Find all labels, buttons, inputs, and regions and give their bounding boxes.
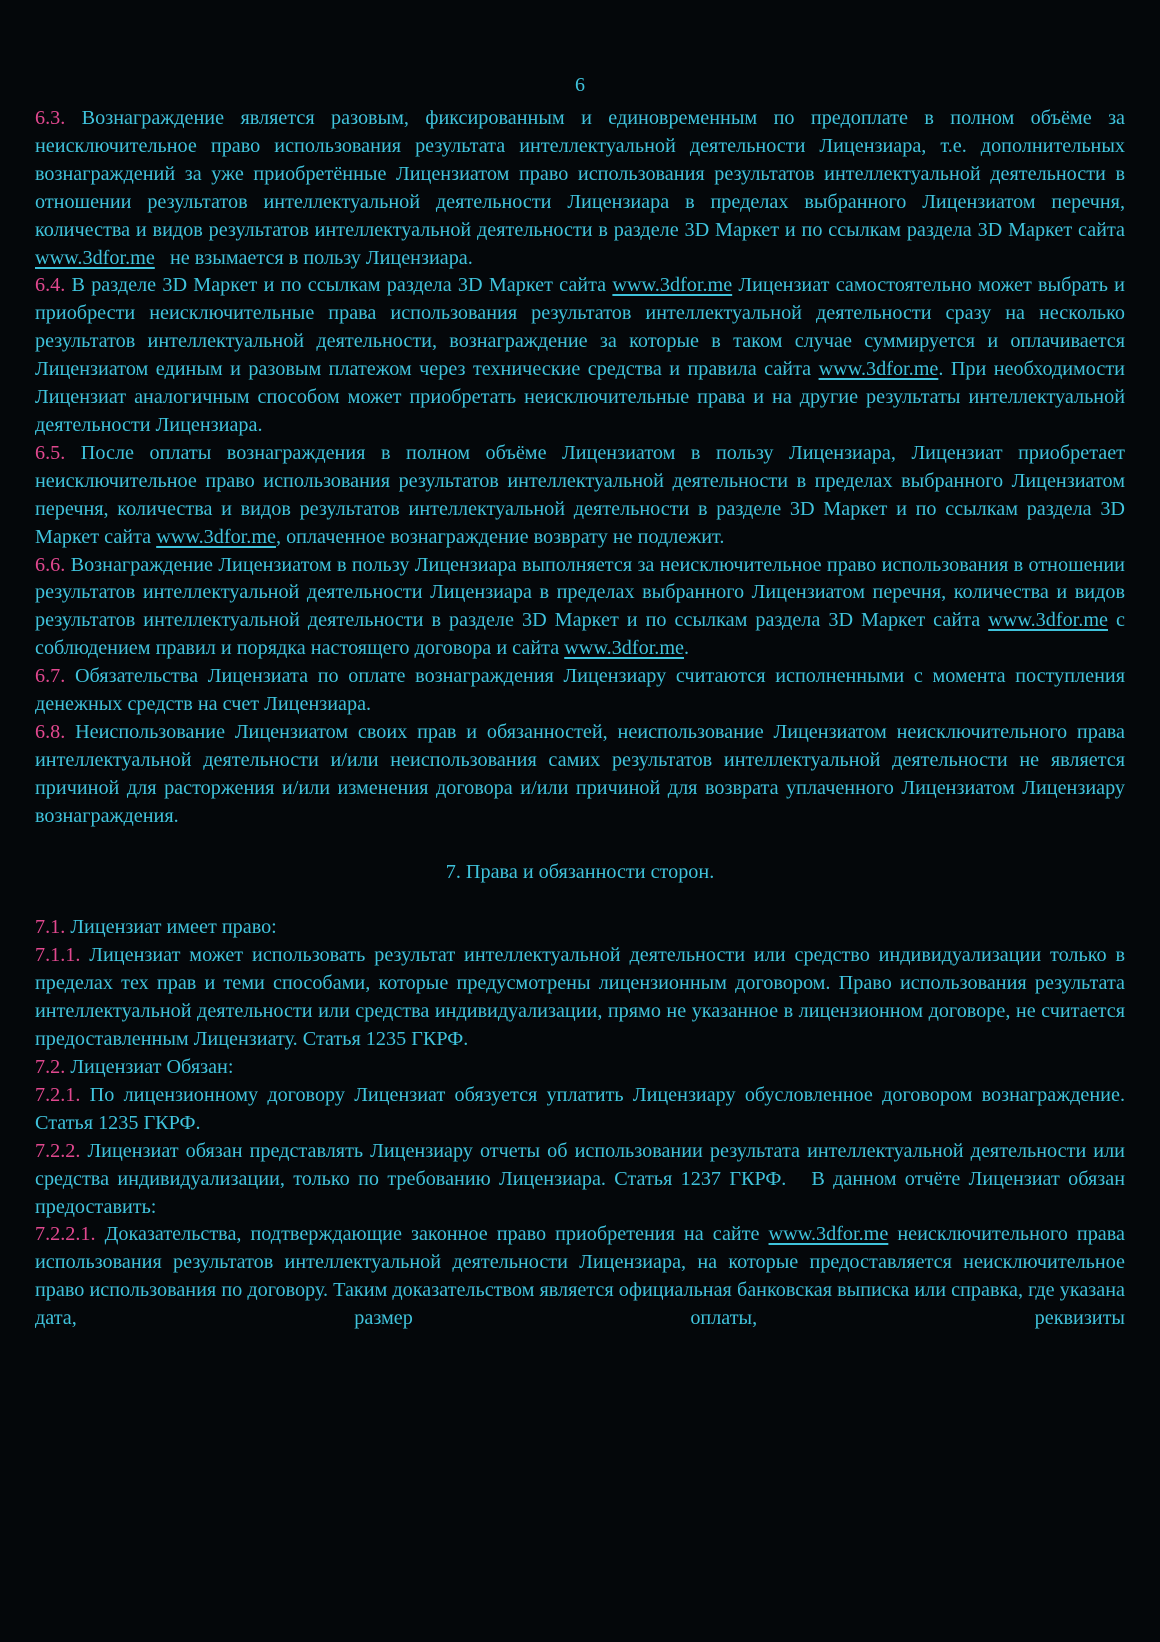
site-link[interactable]: www.3dfor.me xyxy=(35,246,155,269)
clause-number: 7.2. xyxy=(35,1056,66,1078)
site-link[interactable]: www.3dfor.me xyxy=(768,1223,889,1246)
clause-6-5 xyxy=(35,440,1125,552)
clause-number: 6.6. xyxy=(35,553,66,576)
clause-6-6 xyxy=(35,552,1125,664)
clause-text: Лицензиат может использовать результат интеллектуальной деятельности или средство индивидуализации только в пределах тех прав и теми способами, которые предусмотрены лицензионным договором. Право использования результата интеллектуальной деятельности или средства индивидуализации, прямо не указанное в лицензионном договоре, не считается предоставленным Лицензиату. Статья 1235 ГКРФ. xyxy=(35,944,1125,1051)
clause-number: 7.1. xyxy=(35,916,66,939)
site-link[interactable]: www.3dfor.me xyxy=(612,274,733,297)
clause-text: не взымается в пользу Лицензиара. xyxy=(154,246,473,269)
site-link[interactable]: www.3dfor.me xyxy=(988,609,1108,632)
clause-6-3 xyxy=(35,105,1125,272)
clause-7-1 xyxy=(35,914,1125,942)
clause-text: Обязательства Лицензиата по оплате вознаграждения Лицензиару считаются исполненными с момента поступления денежных средств на счет Лицензиара. xyxy=(35,665,1125,716)
clause-number: 6.8. xyxy=(35,720,66,743)
clause-number: 6.7. xyxy=(35,665,66,688)
clause-text: Лицензиат имеет право: xyxy=(65,916,277,939)
clause-text: Лицензиат Обязан: xyxy=(65,1056,234,1078)
clause-text: . xyxy=(684,637,690,660)
clause-7-1-1 xyxy=(35,942,1125,1054)
clause-text: Лицензиат обязан представлять Лицензиару отчеты об использовании результата интеллектуальной деятельности или средства индивидуализации, только по требованию Лицензиара. Статья 1237 ГКРФ. В данном отчёте Лицензиат обязан предоставить: xyxy=(35,1139,1131,1218)
clause-text: неисключительного права использования результатов интеллектуальной деятельности Лицензиара, на которые предоставляется неисключительное право использования по договору. Таким доказательством является официальная банковская выписка или справка, где указана дата, размер оплаты, реквизиты xyxy=(35,1223,1125,1330)
clause-7-2 xyxy=(35,1054,1125,1082)
clause-7-2-2-1 xyxy=(35,1221,1125,1333)
clause-text: Вознаграждение Лицензиатом в пользу Лицензиара выполняется за неисключительное право использования в отношении результатов интеллектуальной деятельности Лицензиара в пределах выбранного Лицензиатом перечня, количества и видов результатов интеллектуальной деятельности в разделе 3D Маркет и по ссылкам раздела 3D Маркет сайта xyxy=(35,553,1125,632)
site-link[interactable]: www.3dfor.me xyxy=(818,358,939,381)
clause-text: , оплаченное вознаграждение возврату не подлежит. xyxy=(275,525,725,548)
site-link[interactable]: www.3dfor.me xyxy=(156,525,276,548)
clause-text: с соблюдением правил и порядка настоящего договора и сайта xyxy=(35,609,1125,660)
clause-number: 7.2.1. xyxy=(35,1083,81,1106)
clause-number: 6.3. xyxy=(35,107,66,129)
clause-6-8 xyxy=(35,719,1125,831)
clause-text: Доказательства, подтверждающие законное право приобретения на сайте xyxy=(95,1223,769,1246)
clause-text: Лицензиат самостоятельно может выбрать и приобрести неисключительные права использования результатов интеллектуальной деятельности сразу на несколько результатов интеллектуальной деятельности, вознаграждение за которые в таком случае суммируется и оплачивается Лицензиатом единым и разовым платежом через технические средства и правила сайта xyxy=(35,274,1125,381)
document-page xyxy=(35,68,1131,1333)
clause-number: 7.2.2. xyxy=(35,1139,81,1162)
clause-number: 6.5. xyxy=(35,441,66,464)
clause-text: . При необходимости Лицензиат аналогичным способом может приобретать неисключительные права и на другие результаты интеллектуальной деятельности Лицензиара. xyxy=(35,358,1125,436)
site-link[interactable]: www.3dfor.me xyxy=(564,637,685,660)
clause-text: В разделе 3D Маркет и по ссылкам раздела 3D Маркет сайта xyxy=(65,274,613,297)
clause-text: Вознаграждение является разовым, фиксированным и единовременным по предоплате в полном объёме за неисключительное право использования результата интеллектуальной деятельности Лицензиара, т.е. дополнительных вознаграждений за уже приобретённые Лицензиатом право использования результатов интеллектуальной деятельности в отношении результатов интеллектуальной деятельности Лицензиара в пределах выбранного Лицензиатом перечня, количества и видов результатов интеллектуальной деятельности в разделе 3D Маркет и по ссылкам раздела 3D Маркет сайта xyxy=(35,107,1125,241)
clause-6-7 xyxy=(35,663,1125,719)
clause-number: 6.4. xyxy=(35,274,66,297)
clause-7-2-2 xyxy=(35,1138,1131,1222)
clause-6-4 xyxy=(35,272,1125,439)
clause-number: 7.1.1. xyxy=(35,944,81,967)
clause-text: По лицензионному договору Лицензиат обязуется уплатить Лицензиару обусловленное договором вознаграждение. Статья 1235 ГКРФ. xyxy=(35,1083,1125,1134)
page-number: 6 xyxy=(575,74,585,96)
clause-number: 7.2.2.1. xyxy=(35,1223,96,1246)
section-7-title: 7. Права и обязанности сторон. xyxy=(445,860,715,883)
clause-text: Неиспользование Лицензиатом своих прав и обязанностей, неиспользование Лицензиатом неисключительного права интеллектуальной деятельности и/или неиспользования самих результатов интеллектуальной деятельности не является причиной для расторжения и/или изменения договора и/или причиной для возврата уплаченного Лицензиатом Лицензиару вознаграждения. xyxy=(35,720,1125,827)
clause-text: После оплаты вознаграждения в полном объёме Лицензиатом в пользу Лицензиара, Лицензиат приобретает неисключительное право использования результатов интеллектуальной деятельности в пределах выбранного Лицензиатом перечня, количества и видов результатов интеллектуальной деятельности в разделе 3D Маркет и по ссылкам раздела 3D Маркет сайта xyxy=(35,441,1125,548)
clause-7-2-1 xyxy=(35,1082,1125,1138)
